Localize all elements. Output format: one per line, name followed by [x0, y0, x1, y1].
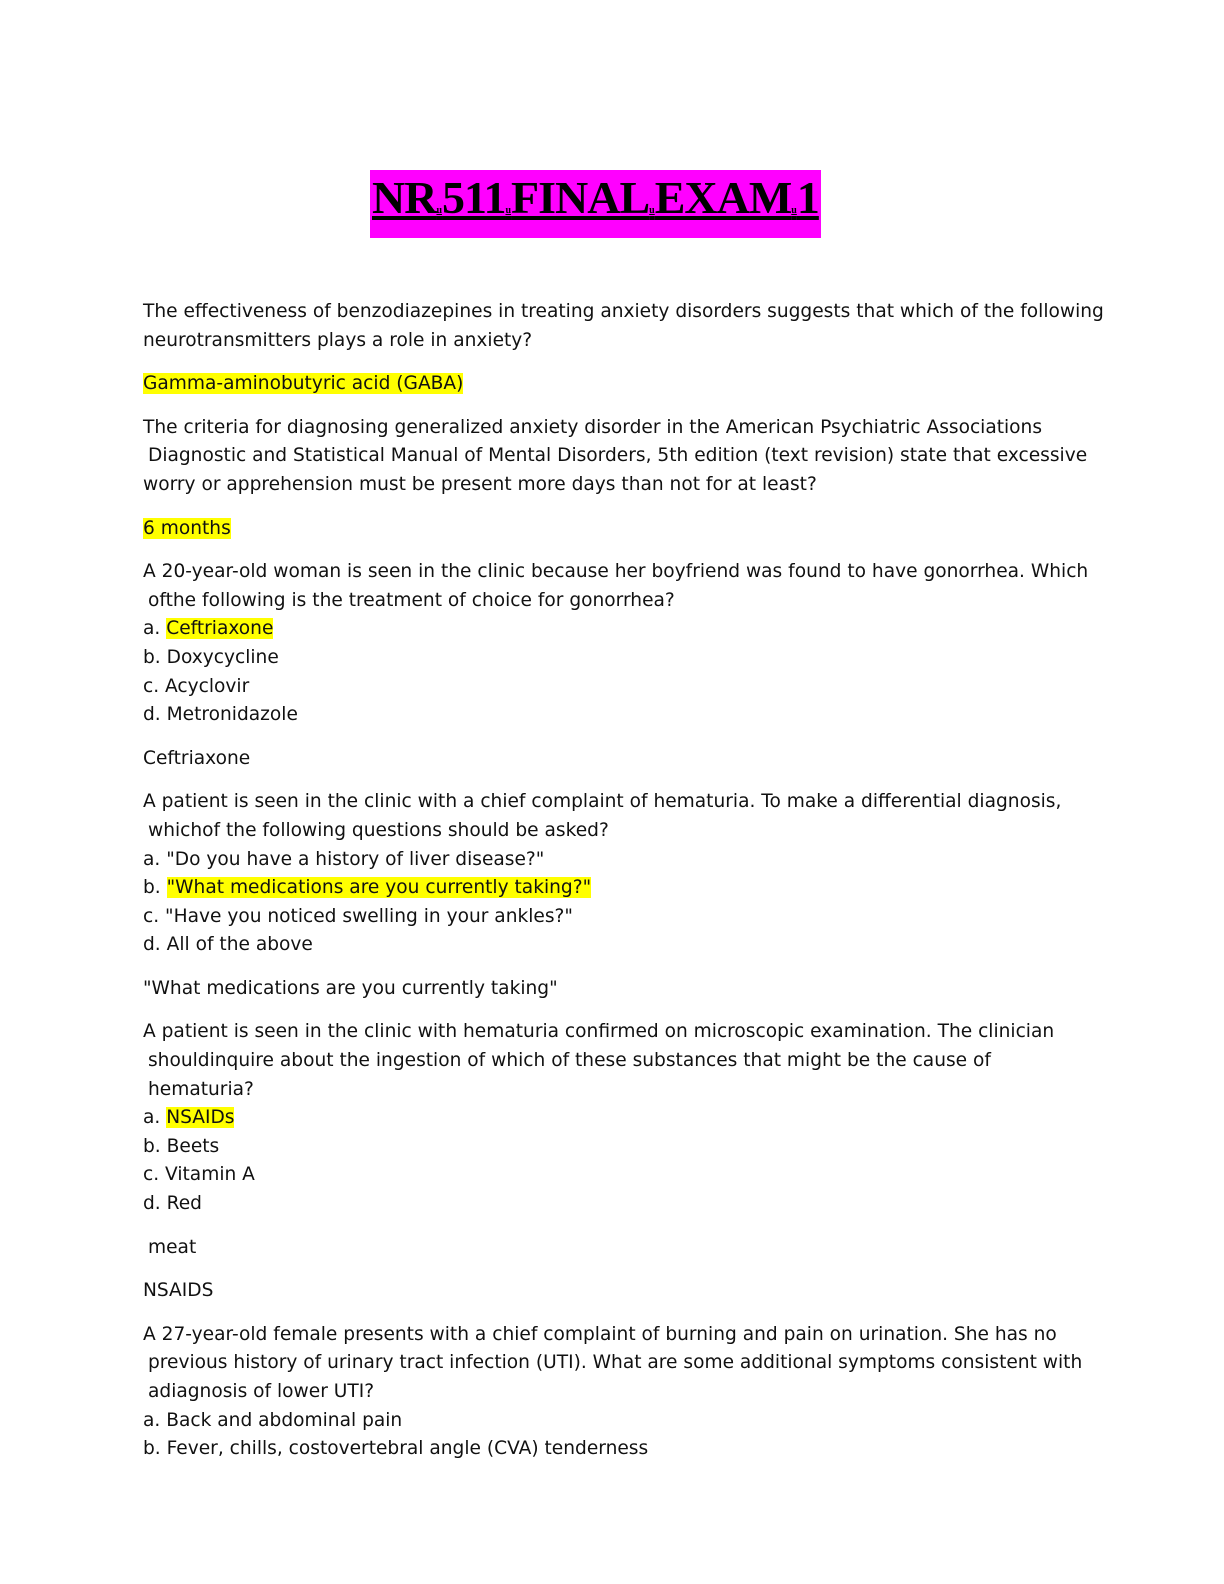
question-3-line-2: ofthe following is the treatment of choice for gonorrhea?	[148, 589, 675, 611]
spacer	[143, 960, 1083, 975]
question-3-option-c: c. Acyclovir	[143, 675, 250, 697]
highlighted-answer: "What medications are you currently taking?"	[166, 877, 592, 899]
spacer	[143, 500, 1083, 515]
question-5-line-3: hematuria?	[148, 1078, 254, 1100]
question-3-answer: Ceftriaxone	[143, 747, 251, 769]
question-4-answer: "What medications are you currently taking"	[143, 977, 558, 999]
question-5-option-d-continued: meat	[148, 1236, 197, 1258]
question-2-line-1: The criteria for diagnosing generalized anxiety disorder in the American Psychiatric Associations	[143, 416, 1043, 438]
spacer	[143, 1262, 1083, 1277]
title-part-nr: NR	[372, 172, 437, 223]
document-title	[370, 170, 821, 238]
title-separator: u	[436, 205, 443, 216]
option-prefix: a.	[143, 1107, 167, 1129]
title-part-final: FINAL	[511, 172, 650, 223]
question-3-line-1: A 20-year-old woman is seen in the clinic because her boyfriend was found to have gonorrhea. Which	[143, 561, 1089, 583]
question-4-line-1: A patient is seen in the clinic with a chief complaint of hematuria. To make a differential diagnosis,	[143, 791, 1062, 813]
question-6-option-a: a. Back and abdominal pain	[143, 1409, 403, 1431]
question-5-line-2: shouldinquire about the ingestion of which of these substances that might be the cause of	[148, 1050, 991, 1072]
question-3-option-a	[143, 615, 1083, 644]
question-6-line-3: adiagnosis of lower UTI?	[148, 1381, 375, 1402]
spacer	[143, 1003, 1083, 1018]
question-4-option-a: a. "Do you have a history of liver disease?"	[143, 848, 545, 870]
title-part-course: 511	[442, 172, 506, 223]
option-prefix: a.	[143, 618, 167, 640]
title-separator: u	[649, 205, 655, 216]
question-1-line-2: neurotransmitters plays a role in anxiety?	[143, 329, 533, 351]
highlighted-answer: 6 months	[143, 517, 231, 539]
title-part-number: 1	[796, 172, 819, 223]
title-part-exam: EXAM	[654, 172, 792, 223]
spacer	[143, 1306, 1083, 1321]
question-5-option-c: c. Vitamin A	[143, 1164, 255, 1186]
question-3-option-b: b. Doxycycline	[143, 646, 279, 668]
question-1-answer	[143, 370, 1083, 399]
title-separator: u	[505, 205, 512, 216]
question-3-option-d: d. Metronidazole	[143, 704, 298, 726]
question-5-option-b: b. Beets	[143, 1135, 220, 1157]
question-2-line-2: Diagnostic and Statistical Manual of Mental Disorders, 5th edition (text revision) state that excessive	[148, 445, 1088, 467]
question-2-line-3: worry or apprehension must be present more days than not for at least?	[143, 473, 817, 495]
spacer	[143, 1219, 1083, 1234]
question-6-line-2: previous history of urinary tract infection (UTI). What are some additional symptoms consistent with	[148, 1352, 1083, 1374]
question-6-line-1: A 27-year-old female presents with a chief complaint of burning and pain on urination. She has no	[143, 1323, 1057, 1345]
question-5-line-1: A patient is seen in the clinic with hematuria confirmed on microscopic examination. The clinician	[143, 1021, 1055, 1043]
spacer	[143, 355, 1083, 370]
spacer	[143, 543, 1083, 558]
spacer	[143, 399, 1083, 414]
title-separator: u	[791, 205, 797, 216]
highlighted-answer: Ceftriaxone	[166, 618, 274, 640]
spacer	[143, 773, 1083, 788]
question-5-option-d: d. Red	[143, 1193, 202, 1215]
spacer	[143, 730, 1083, 745]
question-5-answer: NSAIDS	[143, 1280, 214, 1302]
question-2-answer	[143, 515, 1083, 544]
document-body	[143, 298, 1104, 1464]
title-block	[370, 170, 821, 238]
highlighted-answer: Gamma-aminobutyric acid (GABA)	[143, 373, 464, 395]
question-4-option-b	[143, 874, 1083, 903]
question-4-option-c: c. "Have you noticed swelling in your ankles?"	[143, 905, 573, 927]
option-prefix: b.	[143, 877, 167, 899]
question-1-line-1: The effectiveness of benzodiazepines in treating anxiety disorders suggests that which of the following	[143, 301, 1104, 322]
question-4-line-2: whichof the following questions should be asked?	[148, 819, 609, 841]
highlighted-answer: NSAIDs	[166, 1107, 235, 1129]
question-6-option-b: b. Fever, chills, costovertebral angle (CVA) tenderness	[143, 1438, 649, 1460]
question-5-option-a	[143, 1104, 1083, 1133]
question-4-option-d: d. All of the above	[143, 934, 313, 956]
